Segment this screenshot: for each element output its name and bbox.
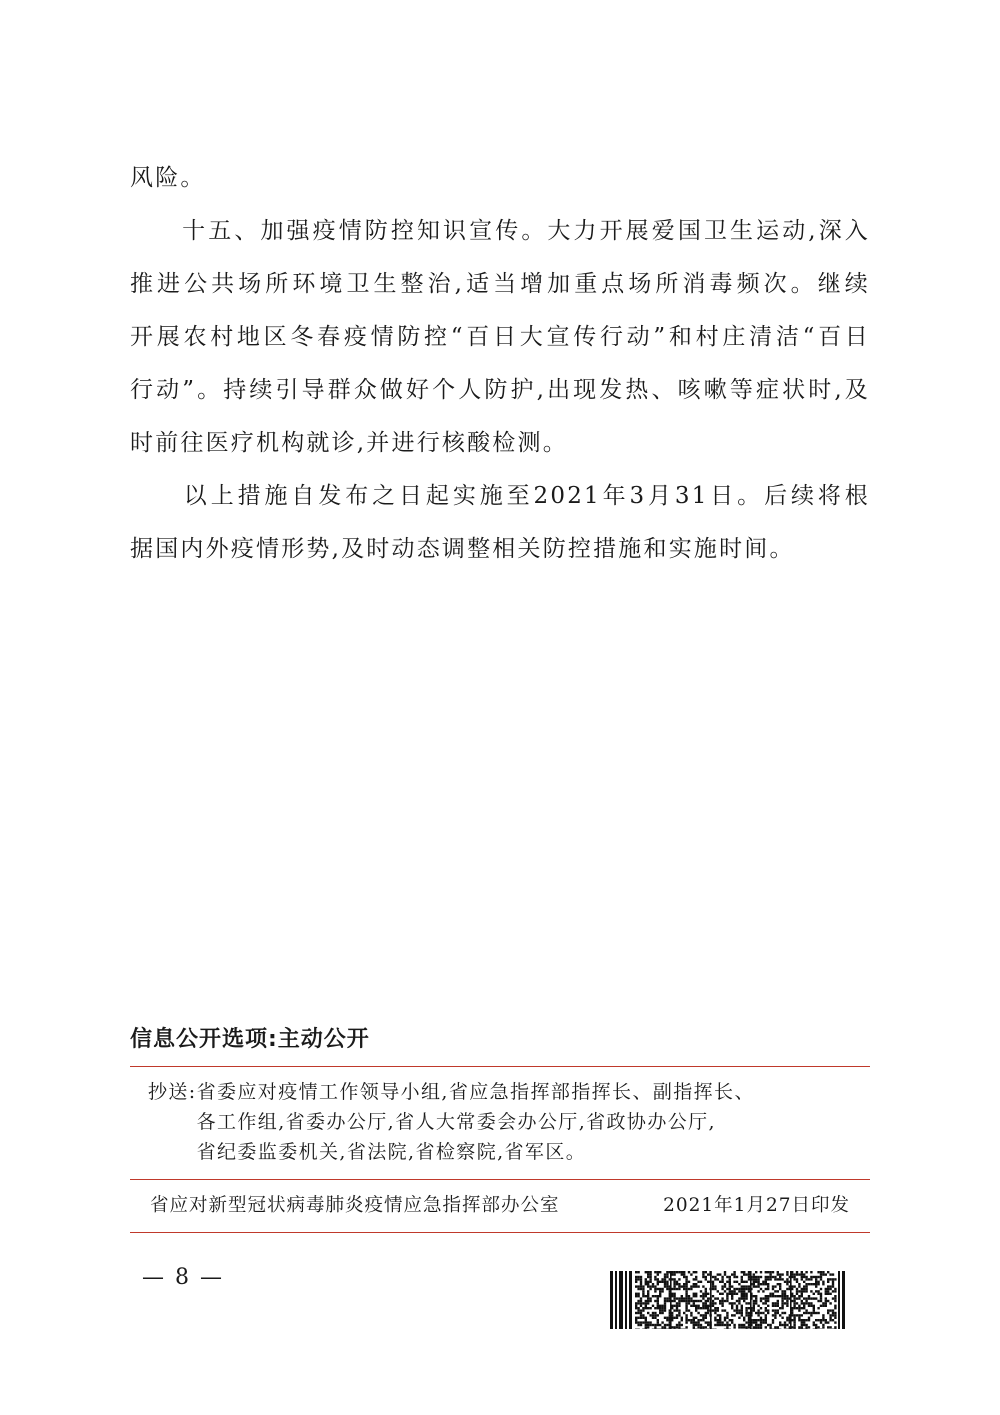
- body-text: [130, 152, 870, 576]
- issuer-name: 省应对新型冠状病毒肺炎疫情应急指挥部办公室: [150, 1195, 560, 1216]
- cc-line: 省纪委监委机关,省法院,省检察院,省军区。: [196, 1141, 587, 1163]
- body-line: 开展农村地区冬春疫情防控“百日大宣传行动”和村庄清洁“百日: [130, 324, 870, 350]
- issuer-row: [130, 1180, 870, 1232]
- cc-block: [130, 1067, 870, 1179]
- issue-date: 2021年1月27日印发: [663, 1195, 850, 1216]
- disclosure-option: 信息公开选项:主动公开: [130, 1027, 370, 1052]
- body-line: 推进公共场所环境卫生整治,适当增加重点场所消毒频次。继续: [130, 271, 870, 297]
- body-line: 十五、加强疫情防控知识宣传。大力开展爱国卫生运动,深入: [130, 218, 870, 244]
- cc-label: 抄送:: [148, 1081, 197, 1103]
- body-line: 以上措施自发布之日起实施至2021年3月31日。后续将根: [130, 483, 870, 509]
- cc-line: 省委应对疫情工作领导小组,省应急指挥部指挥长、副指挥长、: [196, 1081, 755, 1103]
- cc-recipients: [197, 1077, 870, 1167]
- page-number: — 8 —: [142, 1265, 224, 1290]
- cc-line: 各工作组,省委办公厅,省人大常委会办公厅,省政协办公厅,: [196, 1111, 716, 1133]
- body-line: 行动”。持续引导群众做好个人防护,出现发热、咳嗽等症状时,及: [130, 377, 870, 403]
- body-line: 据国内外疫情形势,及时动态调整相关防控措施和实施时间。: [130, 536, 795, 562]
- barcode-image: [610, 1271, 846, 1329]
- body-line: 时前往医疗机构就诊,并进行核酸检测。: [130, 430, 568, 456]
- footer-rule-bottom: [130, 1232, 870, 1233]
- document-footer: [130, 1018, 870, 1233]
- body-line: 风险。: [130, 165, 206, 191]
